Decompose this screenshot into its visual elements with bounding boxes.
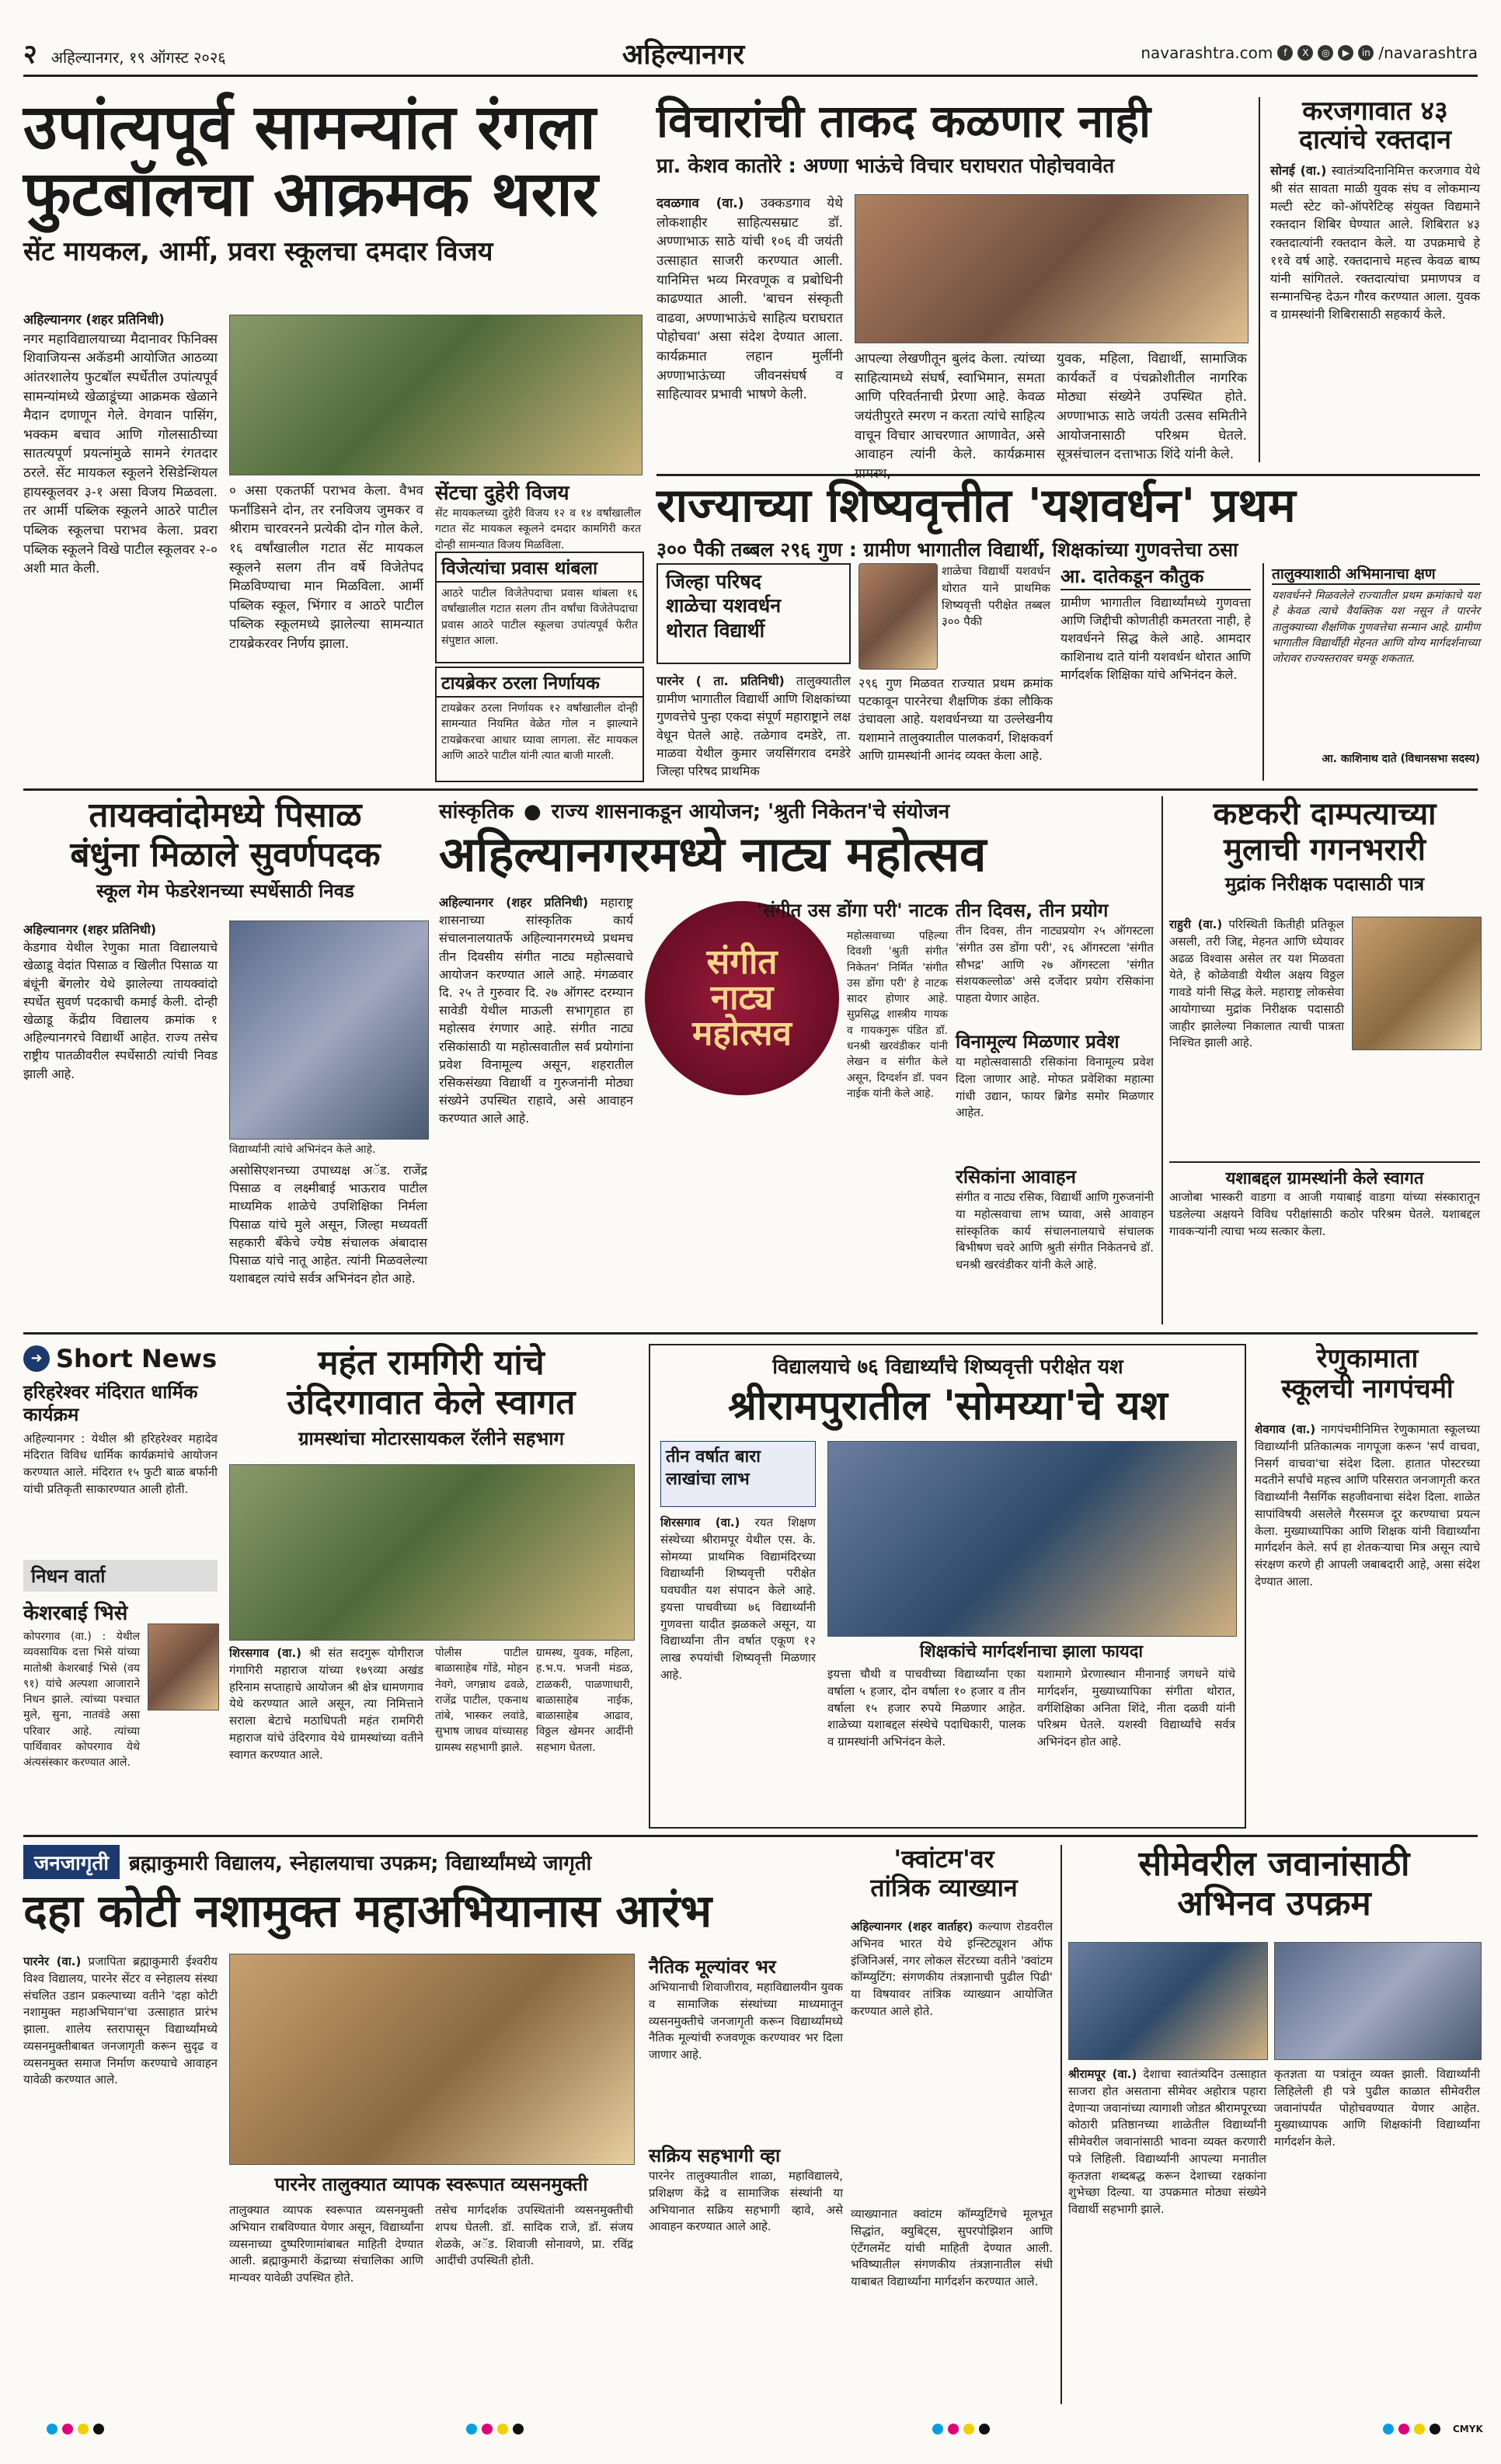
football-box-2-title: टायब्रेकर ठरला निर्णायक: [437, 668, 643, 698]
ramgiri-dateline: शिरसगाव (वा.): [229, 1646, 301, 1660]
logo-line-1: संगीत: [706, 941, 778, 982]
scholarship-story: [656, 474, 1480, 562]
renuka-body: शेवगाव (वा.) नागपंचमीनिमित्त रेणुकामाता स्कूलच्या विद्यार्थ्यांनी प्रतिकात्मक नागपूजा करून 'सर्पं वाचवा, निसर्ग वाचवा'चा संदेश दिला. हातात पोस्टरच्या मदतीने सर्पांचे महत्त्व आणि परिसरात जनजागृती करत विद्यार्थ्यांनी नैसर्गिक सहजीवनाचा संदेश दिला. शाळेत सापांविषयी असलेले गैरसमज दूर करण्याचा प्रयत्न केला. मुख्याध्यापिका आणि शिक्षक यांनी विद्यार्थ्यांना मार्गदर्शन केले. सर्प हा शेतकऱ्याचा मित्र असून त्याचे संरक्षण करणे ही आपली जबाबदारी आहे, असा संदेश देण्यात आला.: [1255, 1422, 1480, 1589]
section-rule: [23, 1332, 1478, 1335]
cyan-dot: [1383, 2424, 1394, 2434]
taekwondo-headline-1: तायक्वांदोमध्ये पिसाळ: [89, 795, 362, 835]
nasha-dateline: पारनेर (वा.): [23, 1954, 82, 1968]
ramgiri-subhead: ग्रामस्थांचा मोटारसायकल रॅलीने सहभाग: [298, 1428, 564, 1450]
print-registration-row: [0, 2416, 1501, 2447]
cyan-dot: [932, 2424, 943, 2434]
football-headline-2: फुटबॉलचा आक्रमक थरार: [23, 157, 598, 231]
football-story: [23, 90, 637, 268]
natya-mahotsav-logo: [645, 901, 839, 1095]
somaiya-photo: [827, 1441, 1237, 1637]
karajgaon-dateline: सोनई (वा.): [1270, 162, 1327, 178]
natya-dateline: अहिल्यानगर (शहर प्रतिनिधी): [439, 895, 589, 910]
scholarship-quote-body: यशवर्धनने मिळवलेले राज्यातील प्रथम क्रमांकाचे यश हे केवळ त्याचे वैयक्तिक यश नसून ते पारनेर तालुक्याच्या शैक्षणिक गुणवत्तेचा सन्मान आहे. ग्रामीण भागातील विद्यार्थीही मेहनत आणि योग्य मार्गदर्शनाच्या जोरावर राज्यस्तरावर चमकू शकतात.: [1272, 590, 1480, 666]
karajgaon-story: [1270, 97, 1480, 453]
ramgiri-story: [229, 1344, 633, 1451]
section-rule: [23, 1835, 1478, 1837]
section-rule: [23, 788, 1478, 791]
black-dot: [979, 2424, 990, 2434]
logo-line-3: महोत्सव: [692, 1014, 792, 1054]
nidhan-body: कोपरगाव (वा.) : येथील व्यवसायिक दत्ता भिसे यांच्या मातोश्री केशरबाई भिसे (वय ९१) यांचे अल्पशा आजाराने निधन झाले. त्यांच्या पश्चात मुले, सुना, नातवंडे असा परिवार आहे. त्यांच्या पार्थिवावर कोपरगाव येथे अंत्यसंस्कार करण्यात आले.: [23, 1630, 140, 1770]
black-dot: [513, 2424, 524, 2434]
column-rule: [1060, 1845, 1062, 2404]
simewar-photo-1: [1068, 1942, 1268, 2060]
nasha-photo-caption: पारनेर तालुक्यात व्यापक स्वरूपात व्यसनमुक्ती: [274, 2173, 588, 2195]
annabhau-dateline: दवळगाव (वा.): [656, 196, 744, 211]
scholarship-tal-body: ग्रामीण भागातील विद्यार्थ्यांमध्ये गुणवत्ता आणि जिद्दीची कोणतीही कमतरता नाही, हे यशवर्धनने सिद्ध केले आहे. आमदार काशिनाथ दाते यांनी यशवर्धन थोरात आणि मार्गदर्शक शिक्षिका यांचे अभिनंदन केले.: [1060, 595, 1251, 682]
quantum-dateline: अहिल्यानगर (शहर वार्ताहर): [851, 1919, 973, 1933]
logo-line-2: नाट्य: [710, 977, 774, 1018]
natya-story: सांस्कृतिक ● राज्य शासनाकडून आयोजन; 'श्रुती निकेतन'चे संयोजन अहिल्यानगरमध्ये नाट्य महोत्सव: [439, 796, 1154, 881]
page-number: २: [23, 39, 37, 70]
natya-play-body-cont: [645, 1103, 839, 1324]
natya-play-block: [684, 897, 948, 923]
youtube-icon[interactable]: ▶: [1338, 45, 1353, 61]
annabhau-photo: [855, 194, 1249, 343]
ramgiri-headline-2: उंदिरगावात केले स्वागत: [287, 1382, 576, 1422]
natya-play-body: महोत्सवाच्या पहिल्या दिवशी 'श्रुती संगीत निकेतन' निर्मित 'संगीत उस डोंगा परी' हे नाटक सादर होणार आहे. सुप्रसिद्ध शास्त्रीय गायक व गायकगुरू पंडित डॉ. धनश्री खरवंडीकर यांनी लेखन व संगीत केले असून, दिग्दर्शन डॉ. पवन नाईक यांनी केले आहे.: [847, 930, 948, 1100]
somaiya-body-2: इयत्ता चौथी व पाचवीच्या विद्यार्थ्यांना एका वर्षाला ५ हजार, दोन वर्षाला १० हजार व तीन वर्षाला १५ हजार रुपये मिळणार आहेत. शाळेच्या यशाबद्दल संस्थेचे पदाधिकारी, पालक व ग्रामस्थांनी अभिनंदन केले.: [827, 1667, 1026, 1749]
annabhau-headline: विचारांची ताकद कळणार नाही: [656, 95, 1151, 148]
social-handle[interactable]: /navarashtra: [1378, 44, 1478, 62]
page-header: [23, 31, 1478, 77]
ramgiri-photo: [229, 1464, 635, 1641]
black-dot: [93, 2424, 104, 2434]
taekwondo-dateline: अहिल्यानगर (शहर प्रतिनिधी): [23, 922, 157, 937]
natya-appeal-title: रसिकांना आवाहन: [956, 1166, 1076, 1188]
simewar-headline-2: अभिनव उपक्रम: [1177, 1883, 1371, 1923]
nidhan-name: केशरबाई भिसे: [23, 1602, 128, 1625]
short-news-block: [23, 1344, 218, 1532]
scholarship-dateline: पारनेर ( ता. प्रतिनिधी): [656, 673, 785, 688]
scholarship-quote-box: [1262, 563, 1480, 781]
scholarship-quote-title: तालुक्याशाठी अभिमानाचा क्षण: [1272, 563, 1480, 585]
renuka-headline-1: रेणुकामाता: [1316, 1343, 1419, 1374]
natya-three-body: तीन दिवस, तीन नाट्यप्रयोग २५ ऑगस्टला 'संगीत उस डोंगा परी', २६ ऑगस्टला 'संगीत सौभद्र' आणि २७ ऑगस्टला 'संगीत संशयकल्लोळ' असे दर्जेदार प्रयोग रसिकांना पाहता येणार आहेत.: [956, 924, 1154, 1005]
short-news-label: Short News: [56, 1344, 218, 1373]
scholarship-highlight-box: [656, 563, 851, 664]
football-headline-1: उपांत्यपूर्व सामन्यांत रंगला: [23, 90, 596, 163]
nasha-body-3: तसेच मार्गदर्शक उपस्थितांनी व्यसनमुक्तीची शपथ घेतली. डॉ. सादिक राजे, डॉ. संजय शेळके, अॅड. शिवाजी सोनावणे, प्रा. रविंद्र आदींची उपस्थिती होती.: [435, 2203, 633, 2268]
gaganbharari-headline-2: मुलाची गगनभरारी: [1224, 831, 1426, 868]
ramgiri-body-1: शिरसगाव (वा.) श्री संत सदगुरू योगीराज गंगागिरी महाराज यांच्या १७९व्या अखंड हरिनाम सप्ताहाचे आयोजन श्री क्षेत्र धामणगाव येथे करण्यात आले असून, त्या निमित्ताने सराला बेटाचे मठाधिपती महंत रामगिरी महाराज यांचे उंदिरगाव येथे ग्रामस्थांच्या वतीने स्वागत करण्यात आले.: [229, 1646, 423, 1762]
taekwondo-subhead: स्कूल गेम फेडरेशनच्या स्पर्धेसाठी निवड: [96, 880, 354, 903]
karajgaon-headline-1: करजगावात ४३: [1302, 96, 1448, 127]
natya-free-body: या महोत्सवासाठी रसिकांना विनामूल्य प्रवेश दिला जाणार आहे. मोफत प्रवेशिका महात्मा गांधी उद्यान, फायर ब्रिगेड समोर मिळणार आहेत.: [956, 1055, 1154, 1120]
arrow-icon: ➜: [23, 1345, 50, 1372]
cyan-dot: [466, 2424, 477, 2434]
natya-play-title: 'संगीत उस डोंगा परी' नाटक: [757, 900, 948, 921]
taekwondo-photo: [229, 921, 429, 1140]
scholarship-body-1: पारनेर ( ता. प्रतिनिधी) तालुक्यातील ग्रामीण भागातील विद्यार्थी आणि शिक्षकांच्या गुणवत्तेचे पुन्हा एकदा संपूर्ण महाराष्ट्राने लक्ष वेधून घेतले आहे. तळेगाव दमडेरे, ता. माळवा येथील कुमार जयसिंगराव दमडेरे जिल्हा परिषद प्राथमिक: [656, 673, 851, 778]
simewar-story: [1068, 1845, 1480, 1923]
gaganbharari-subbox: [1169, 1161, 1480, 1321]
football-photo: [229, 315, 643, 475]
nasha-body-1: पारनेर (वा.) प्रजापिता ब्रह्माकुमारी ईश्वरीय विश्व विद्यालय, पारनेर सेंटर व स्नेहालय संस्था संचलित उडान प्रकल्पाच्या वतीने 'दहा कोटी नशामुक्त महाअभियान'चा उत्साहात प्रारंभ झाला. शालेय स्तरापासून विद्यार्थ्यांमध्ये व्यसनमुक्तीबाबत जनजागृती करून सुदृढ व व्यसनमुक्त समाज निर्माण करण्याचे आवाहन यावेळी करण्यात आले.: [23, 1954, 218, 2087]
nasha-kicker: जनजागृती: [23, 1845, 120, 1879]
karajgaon-body: स्वातंत्र्यदिनानिमित्त करजगाव येथे श्री संत सावता माळी युवक संघ व लोकमान्य मल्टी स्टेट को-ऑपरेटिव्ह संयुक्त विद्यमाने रक्तदान शिबिर घेण्यात आले. शिबिरात ४३ रक्तदात्यांनी रक्तदान केले. या उपक्रमाचे हे ११वे वर्ष आहे. रक्तदानाचे महत्त्व केवळ बाष्प यांनी सांगितले. रक्तदात्यांचा प्रमाणपत्र व सन्मानचिन्ह देऊन गौरव करण्यात आला. युवक व ग्रामस्थांनी शिबिरासाठी सहकार्य केले.: [1270, 162, 1480, 322]
scholarship-body-2: २९६ गुण मिळवत राज्यात प्रथम क्रमांक पटकावून पारनेरचा शैक्षणिक डंका लौकिक उंचावला आहे. यशवर्धनच्या या उल्लेखनीय यशामाने तालुक्यातील पालकवर्ग, शिक्षकवर्ग आणि ग्रामस्थांनी आनंद व्यक्त केला आहे.: [858, 676, 1053, 763]
quantum-story: [649, 1845, 1053, 1902]
natya-free-title: विनामूल्य मिळणार प्रवेश: [956, 1031, 1120, 1053]
column-rule: [1259, 97, 1260, 462]
annabhau-story: [656, 97, 1247, 179]
football-photo-caption: सेंटचा दुहेरी विजय: [435, 482, 569, 505]
football-box-2: [435, 666, 644, 782]
nasha-kicker-2: ब्रह्माकुमारी विद्यालय, स्नेहालयाचा उपक्रम; विद्यार्थ्यांमध्ये जागृती: [128, 1852, 592, 1875]
quantum-sub2-title: सक्रिय सहभागी व्हा: [649, 2145, 781, 2166]
annabhau-body-1: दवळगाव (वा.) उक्कडगाव येथे लोकशाहीर साहित्यसम्राट डॉ. अण्णाभाऊ साठे यांची १०६ वी जयंती उत्साहात साजरी करण्यात आली. यानिमित्त भव्य मिरवणूक व प्रबोधिनी काढण्यात आली. 'बाचन संस्कृती वाढवा, अण्णाभाऊंचे साहित्य घराघरात पोहोचवा' असा संदेश देण्यात आला. कार्यक्रमात लहान मुलींनी अण्णाभाऊंच्या जीवनसंघर्ष व साहित्यावर प्रभावी भाषणे केली.: [656, 196, 843, 403]
football-box-1-title: विजेत्यांचा प्रवास थांबला: [437, 553, 643, 583]
somaiya-kicker: विद्यालयाचे ७६ विद्यार्थ्यांचे शिष्यवृत्ती परीक्षेत यश: [772, 1356, 1123, 1379]
quantum-headline-1: 'क्वांटम'वर: [893, 1844, 994, 1874]
magenta-dot: [1398, 2424, 1409, 2434]
nidhan-portrait: [148, 1624, 219, 1711]
gaganbharari-portrait: [1352, 917, 1482, 1050]
scholarship-box-line-3: थोरात विद्यार्थी: [666, 618, 765, 642]
scholarship-headline: राज्याच्या शिष्यवृत्तीत 'यशवर्धन' प्रथम: [656, 479, 1296, 533]
taekwondo-story: [23, 796, 427, 903]
somaiya-body-3: यशामागे प्रेरणास्थान मीनानाई जगधने यांचे मार्गदर्शन, मुख्याध्यापिका संगीता थोरात, वर्गशिक्षिका अनिता शिंदे, नीता दळवी यांनी परिश्रम घेतले. यशस्वी विद्यार्थ्यांचे सर्वत्र अभिनंदन होत आहे.: [1037, 1667, 1235, 1749]
football-caption-body: सेंट मायकलच्या दुहेरी विजय १२ व १४ वर्षांखालील गटात सेंट मायकल स्कूलने दमदार कामगिरी करत दोन्ही सामन्यात विजय मिळविला.: [435, 507, 641, 552]
football-box-1: [435, 552, 644, 663]
football-subhead: सेंट मायकल, आर्मी, प्रवरा स्कूलचा दमदार विजय: [23, 235, 493, 267]
gaganbharari-dateline: राहुरी (वा.): [1169, 917, 1223, 931]
nidhan-label: निधन वार्ता: [23, 1560, 218, 1592]
somaiya-highlight-box: [660, 1441, 816, 1507]
quantum-sub2-body: पारनेर तालुक्यातील शाळा, महाविद्यालये, प्रशिक्षण केंद्रे व सामाजिक संस्थांनी या अभियानात सक्रिय सहभागी व्हावे, असे आवाहन करण्यात आले आहे.: [649, 2169, 843, 2234]
web-links: [1141, 44, 1478, 62]
natya-body-1: अहिल्यानगर (शहर प्रतिनिधी) महाराष्ट्र शासनाच्या सांस्कृतिक कार्य संचालनालयातर्फे अहिल्यानगरमध्ये प्रथमच तीन दिवसीय संगीत नाट्य महोत्सवाचे आयोजन करण्यात आले आहे. मंगळवार दि. २५ ते गुरुवार दि. २७ ऑगस्ट दरम्यान सावेडी येथील माऊली सभागृहात हा महोत्सव रंगणार आहे. संगीत नाट्य रसिकांसाठी या महोत्सवातील सर्व प्रयोगांना प्रवेश विनामूल्य असून, शहरातील रसिकसंख्या विद्यार्थी व गुरुजनांनी मोठ्या संख्येने उपस्थित राहावे, असे आवाहन करण्यात आले आहे.: [439, 895, 633, 1126]
simewar-body-2: कृतज्ञता या पत्रांतून व्यक्त झाली. विद्यार्थ्यांनी लिहिलेली ही पत्रे पुढील काळात सीमेवरील जवानांपर्यंत पोहोचवण्यात येणार आहेत. मुख्याध्यापक आणि शिक्षकांनी विद्यार्थ्यांना मार्गदर्शन केले.: [1274, 2067, 1480, 2149]
black-dot: [1430, 2424, 1440, 2434]
magenta-dot: [482, 2424, 493, 2434]
short-news-title: हरिहरेश्वर मंदिरात धार्मिक कार्यक्रम: [23, 1381, 198, 1425]
somaiya-dateline: शिरसगाव (वा.): [660, 1516, 740, 1530]
somaiya-body-1: शिरसगाव (वा.) रयत शिक्षण संस्थेच्या श्रीरामपूर येथील एस. के. सोमय्या प्राथमिक विद्यामंदिरच्या विद्यार्थ्यांनी शिष्यवृत्ती परीक्षेत घवघवीत यश संपादन केले आहे. इयत्ता पाचवीच्या ७६ विद्यार्थ्यांनी गुणवत्ता यादीत झळकले असून, या विद्यार्थ्यांना तीन वर्षात एकूण १२ लाख रुपयांची शिष्यवृत्ती मिळणार आहे.: [660, 1516, 816, 1682]
nasha-photo: [229, 1954, 635, 2165]
scholarship-box-line-1: जिल्हा परिषद: [666, 570, 761, 593]
instagram-icon[interactable]: ◎: [1318, 45, 1333, 61]
renuka-headline-2: स्कूलची नागपंचमी: [1281, 1373, 1454, 1405]
short-news-body: अहिल्यानगर : येथील श्री हरिहरेश्वर महादेव मंदिरात विविध धार्मिक कार्यक्रमांचे आयोजन करण्यात आले. मंदिरात १५ फुटी बाळ बर्फानी यांची प्रतिकृती साकारण्यात आली होती.: [23, 1431, 218, 1496]
quantum-headline-2: तांत्रिक व्याख्यान: [870, 1872, 1018, 1902]
football-box-1-body: आठरे पाटील विजेतेपदाचा प्रवास थांबला १६ वर्षांखालील गटात सलग तीन वर्षांचा विजेतेपदाचा प्रवास आठरे पाटील स्कूलचा उपांत्यपूर्व फेरीत संपुष्टात आला.: [441, 587, 638, 647]
taekwondo-photo-caption: विद्यार्थ्यांनी त्यांचे अभिनंदन केले आहे.: [229, 1143, 376, 1156]
scholarship-subhead: ३०० पैकी तब्बल २९६ गुण : ग्रामीण भागातील विद्यार्थी, शिक्षकांच्या गुणवत्तेचा ठसा: [656, 538, 1238, 561]
gaganbharari-headline-1: कष्टकरी दाम्पत्याच्या: [1213, 795, 1437, 832]
simewar-dateline: श्रीरामपूर (वा.): [1068, 2067, 1137, 2081]
football-caption-box: [435, 478, 641, 560]
annabhau-body-3: युवक, महिला, विद्यार्थी, सामाजिक कार्यकर्ते व पंचक्रोशीतील नागरिक मोठ्या संख्येने उपस्थित होते. अण्णाभाऊ साठे जयंती उत्सव समितीने आयोजनासाठी परिश्रम घेतले. सूत्रसंचालन दत्ताभाऊ शिंदे यांनी केले.: [1057, 351, 1247, 463]
scholarship-box-line-2: शाळेचा यशवर्धन: [666, 594, 782, 618]
gaganbharari-story: [1169, 796, 1480, 896]
football-body-1: अहिल्यानगर (शहर प्रतिनिधी) नगर महाविद्यालयाच्या मैदानावर फिनिक्स शिवाजियन्स अकॅडमी आयोजित आठव्या आंतरशालेय फुटबॉल स्पर्धेतील उपांत्यपूर्व सामन्यांमध्ये खेळाडूंच्या आक्रमक खेळाने मैदान दणाणून गेले. वेगवान पासिंग, भक्कम बचाव आणि गोलसाठीच्या सातत्यपूर्ण प्रयत्नांमुळे सामने रंगतदार ठरले. सेंट मायकल स्कूलने रेसिडेन्शियल हायस्कूलवर ३-१ असा विजय मिळवला. तर आर्मी पब्लिक स्कूलने आठरे पाटील पब्लिक स्कूलचा पराभव केला. प्रवरा पब्लिक स्कूलने विखे पाटील स्कूलवर २-० अशी मात केली.: [23, 312, 218, 577]
scholarship-tal-title: आ. दातेकडून कौतुक: [1060, 563, 1251, 590]
quantum-sub1: [649, 1954, 843, 2401]
natya-appeal-body: संगीत व नाट्य रसिक, विद्यार्थी आणि गुरुजनांनी या महोत्सवाचा लाभ घ्यावा, असे आवाहन सांस्कृतिक कार्य संचालनालयाचे संचालक बिभीषण चवरे आणि श्रुती संगीत निकेतनचे डॉ. धनश्री खरवंडीकर यांनी केले आहे.: [956, 1190, 1154, 1272]
football-box-2-body: टायब्रेकर ठरला निर्णायक १२ वर्षांखालील दोन्ही सामन्यात नियमित वेळेत गोल न झाल्याने टायब्रेकरचा आधार घ्यावा लागला. सेंट मायकल आणि आठरे पाटील यांनी त्यात बाजी मारली.: [441, 702, 638, 762]
column-rule: [1161, 796, 1163, 1324]
quantum-body-1: अहिल्यानगर (शहर वार्ताहर) कल्याण रोडवरील अभिनव भारत येथे इन्स्टिट्यूशन ऑफ इंजिनिअर्स, नगर लोकल सेंटरच्या वतीने 'क्वांटम कॉम्प्युटिंग: संगणकीय तंत्रज्ञानाची पुढील पिढी' या विषयावर तांत्रिक व्याख्यान आयोजित करण्यात आले होते.: [851, 1919, 1053, 2018]
renuka-story: [1255, 1344, 1480, 1404]
edition-city: अहिल्यानगर: [622, 37, 745, 71]
taekwondo-body-1: अहिल्यानगर (शहर प्रतिनिधी) केडगाव येथील रेणुका माता विद्यालयाचे खेळाडू वेदांत पिसाळ व खिलीत पिसाळ या बंधूंनी बेंगलोर येथे झालेल्या तायक्वांदो स्पर्धेत सुवर्ण पदकाची कमाई केली. दोन्ही खेळाडू केंद्रीय विद्यालय क्रमांक १ अहिल्यानगरचे विद्यार्थी आहेत. राज्य तसेच राष्ट्रीय पातळीवरील स्पर्धेसाठी त्यांची निवड झाली आहे.: [23, 922, 218, 1081]
natya-kicker: सांस्कृतिक: [439, 800, 514, 823]
facebook-icon[interactable]: f: [1277, 45, 1293, 61]
scholarship-tal-block: [1060, 563, 1251, 776]
natya-side: [956, 897, 1154, 1306]
simewar-body: श्रीरामपूर (वा.) देशाचा स्वातंत्र्यदिन उत्साहात साजरा होत असताना सीमेवर अहोरात्र पहारा देणाऱ्या जवानांच्या त्यागाशी जोडत श्रीरामपूरच्या कोठारी प्रतिष्ठानच्या शाळेतील विद्यार्थ्यांनी सीमेवरील जवानांसाठी भावना व्यक्त करणारी पत्रे लिहिली. विद्यार्थ्यांनी आपल्या मनातील कृतज्ञता शब्दबद्ध करून देशाच्या रक्षकांना शुभेच्छा दिल्या. या उपक्रमात मोठ्या संख्येने विद्यार्थी सहभागी झाले.: [1068, 2067, 1266, 2216]
x-icon[interactable]: X: [1297, 45, 1313, 61]
cyan-dot: [47, 2424, 57, 2434]
ramgiri-headline-1: महंत रामगिरी यांचे: [318, 1343, 545, 1383]
ramgiri-body-2: पोलीस पाटील बाळासाहेब गोंडे, मोहन नेवगे, जगन्नाथ ढवळे, राजेंद्र पाटील, एकनाथ तांबे, भास्कर लवांडे, सुभाष जाधव यांच्यासह ग्रामस्थ सहभागी झाले.: [435, 1647, 528, 1754]
nasha-body-2: तालुक्यात व्यापक स्वरूपात व्यसनमुक्ती अभियान राबविण्यात येणार असून, विद्यार्थ्यांना व्यसनाच्या दुष्परिणामांबाबत माहिती देण्यात आली. ब्रह्माकुमारी केंद्राच्या संचालिका आणि मान्यवर यावेळी उपस्थित होते.: [229, 2203, 423, 2285]
quantum-body-2: व्याख्यानात क्वांटम कॉम्प्युटिंगचे मूलभूत सिद्धांत, क्युबिट्स, सुपरपोझिशन आणि एंटँगलमेंट यांची माहिती देण्यात आली. भविष्यातील संगणकीय तंत्रज्ञानातील संधी याबाबत विद्यार्थ्यांना मार्गदर्शन करण्यात आले.: [851, 2207, 1053, 2288]
natya-headline: अहिल्यानगरमध्ये नाट्य महोत्सव: [439, 826, 987, 882]
natya-three-title: तीन दिवस, तीन प्रयोग: [956, 900, 1109, 921]
football-dateline: अहिल्यानगर (शहर प्रतिनिधी): [23, 312, 165, 328]
yellow-dot: [1414, 2424, 1425, 2434]
website-link[interactable]: navarashtra.com: [1141, 44, 1273, 62]
student-portrait: [858, 563, 938, 670]
issue-date: अहिल्यानगर, १९ ऑगस्ट २०२६: [50, 48, 226, 67]
somaiya-photo-caption: शिक्षकांचे मार्गदर्शनाचा झाला फायदा: [919, 1642, 1144, 1662]
taekwondo-headline-2: बंधुंना मिळाले सुवर्णपदक: [70, 834, 381, 875]
yellow-dot: [963, 2424, 974, 2434]
karajgaon-headline-2: दात्यांचे रक्तदान: [1299, 124, 1451, 156]
football-body-2: ० असा एकतर्फी पराभव केला. वैभव फर्नांडिसने दोन, तर रनविजय जुमकर व श्रीराम चारवरनने प्रत्येकी दोन गोल केले. १६ वर्षांखालील गटात सेंट मायकल स्कूलने सलग तीन वर्षे विजेतेपद मिळविण्याचा मान मिळविला. आर्मी पब्लिक स्कूल, भिंगार व आठरे पाटील पब्लिक स्कूलमध्ये झालेल्या सामन्यात टायब्रेकरवर निर्णय झाला.: [229, 483, 423, 653]
scholarship-body-3: शाळेचा विद्यार्थी यशवर्धन थोरात याने प्राथमिक शिष्यवृत्ती परीक्षेत तब्बल ३०० पैकी: [942, 564, 1050, 629]
gaganbharari-subbox-title: यशाबद्दल ग्रामस्थांनी केले स्वागत: [1169, 1161, 1480, 1189]
renuka-dateline: शेवगाव (वा.): [1255, 1422, 1316, 1436]
gaganbharari-subbox-body: आजोबा भास्करी वाडगा व आजी गयाबाई वाडगा यांच्या संस्कारातून घडलेल्या अक्षयने विविध परीक्षांसाठी कठोर परिश्रम घेतले. यशाबद्दल गावकऱ्यांनी त्याचा भव्य सत्कार केला.: [1169, 1190, 1480, 1238]
nasha-headline: दहा कोटी नशामुक्त महाअभियानास आरंभ: [23, 1885, 712, 1937]
somaiya-box-text: तीन वर्षात बारा लाखांचा लाभ: [666, 1447, 761, 1489]
simewar-headline-1: सीमेवरील जवानांसाठी: [1138, 1844, 1410, 1884]
yellow-dot: [78, 2424, 89, 2434]
natya-kicker-2: राज्य शासनाकडून आयोजन; 'श्रुती निकेतन'चे संयोजन: [551, 800, 950, 823]
magenta-dot: [948, 2424, 959, 2434]
gaganbharari-subhead: मुद्रांक निरीक्षक पदासाठी पात्र: [1224, 873, 1425, 895]
cmyk-mark: CMYK: [1453, 2424, 1483, 2434]
linkedin-icon[interactable]: in: [1358, 45, 1374, 61]
taekwondo-body-2: असोसिएशनच्या उपाध्यक्ष अॅड. राजेंद्र पिसाळ व लक्ष्मीबाई भाऊराव पाटील माध्यमिक शाळेचे उपशिक्षिका निर्मला पिसाळ यांचे मुले असून, जिल्हा मध्यवर्ती सहकारी बँकेचे ज्येष्ठ संचालक अंबादास पिसाळ यांचे नातू आहेत. त्यांनी मिळवलेल्या यशाबद्दल त्यांचे सर्वत्र अभिनंदन होत आहे.: [229, 1163, 427, 1286]
quantum-sub1-body: अभियानाची शिवाजीराव, महाविद्यालयीन युवक व सामाजिक संस्थांच्या माध्यमातून व्यसनमुक्तीचे जनजागृती करून विद्यार्थ्यांमध्ये नैतिक मूल्यांची रुजवणूक करण्यावर भर दिला जाणार आहे.: [649, 1980, 843, 2062]
yellow-dot: [497, 2424, 508, 2434]
annabhau-subhead: प्रा. केशव कातोरे : अण्णा भाऊंचे विचार घराघरात पोहोचवावेत: [656, 154, 1115, 178]
annabhau-body-2: आपल्या लेखणीतून बुलंद केला. त्यांच्या साहित्यामध्ये संघर्ष, स्वाभिमान, समता आणि परिवर्तनाची प्रेरणा आहे. केवळ जयंतीपुरते स्मरण न करता त्यांचे साहित्य वाचून विचार आचरणात आणावेत, असे आवाहन त्यांनी केले. कार्यक्रमास ग्रामस्थ,: [855, 351, 1045, 482]
ramgiri-body-3: ग्रामस्थ, युवक, महिला, ह.भ.प. भजनी मंडळ, टाळकरी, पाळणाधारी, बाळासाहेब नाईक, बाळासाहेब आढाव, विठ्ठल खेमनर आदींनी सहभाग घेतला.: [536, 1647, 633, 1754]
scholarship-quote-attribution: आ. काशिनाथ दाते (विधानसभा सदस्य): [1322, 753, 1480, 765]
gaganbharari-body: राहुरी (वा.) परिस्थिती कितीही प्रतिकूल असली, तरी जिद्द, मेहनत आणि ध्येयावर अढळ विश्वास असेल तर यश मिळवता येते, हे कोळेवाडी येथील अक्षय विठ्ठल गावडे यांनी सिद्ध केले. महाराष्ट्र लोकसेवा आयोगाच्या मुद्रांक निरीक्षक पदासाठी जाहीर झालेल्या निकालात त्याची पात्रता निश्चित झाली आहे.: [1169, 917, 1344, 1050]
somaiya-head: [660, 1352, 1235, 1429]
quantum-sub1-title: नैतिक मूल्यांवर भर: [649, 1956, 776, 1978]
magenta-dot: [62, 2424, 73, 2434]
somaiya-headline: श्रीरामपुरातील 'सोमय्या'चे यश: [728, 1382, 1168, 1429]
simewar-photo-2: [1274, 1942, 1482, 2060]
